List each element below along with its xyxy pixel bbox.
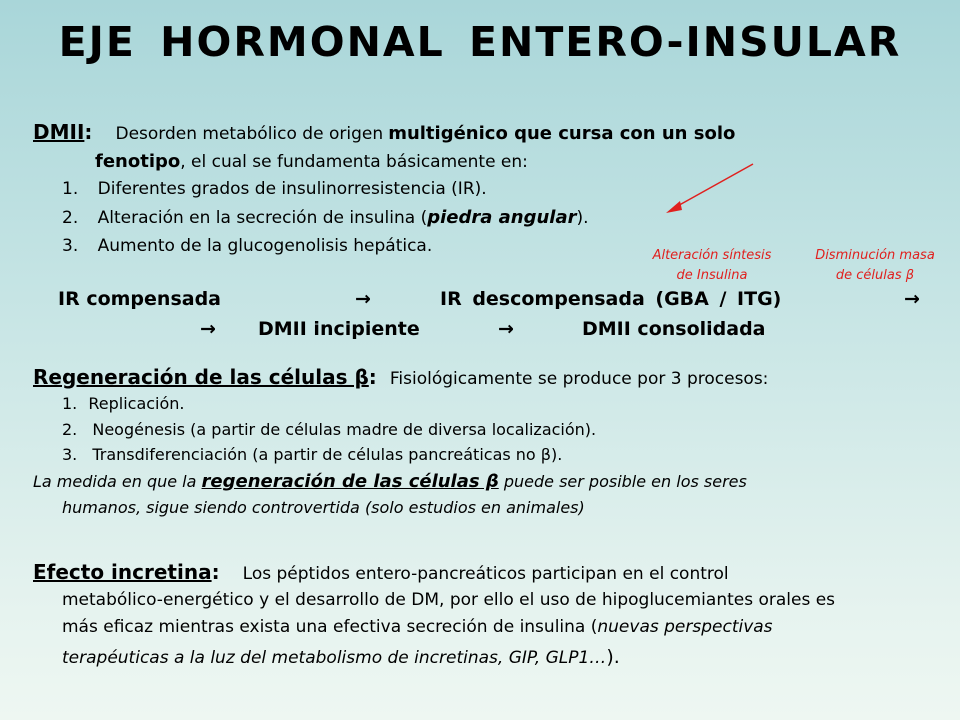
item-number: 2. — [62, 208, 79, 228]
incretin-heading: Efecto incretina — [33, 560, 212, 584]
item-number: 1. — [62, 394, 78, 413]
annotation-line: Disminución masa — [815, 248, 935, 263]
incretin-heading-line — [33, 560, 729, 584]
regeneration-item-1 — [62, 394, 185, 413]
note-bold: regeneración de las células β — [201, 471, 499, 492]
arrow-right-icon: → — [904, 288, 920, 310]
incretin-emphasis: terapéuticas a la luz del metabolismo de incretinas, GIP, GLP1… — [62, 648, 607, 668]
annotation-line: Alteración síntesis — [652, 248, 772, 263]
annotation-insulin-synthesis — [622, 246, 802, 286]
regeneration-item-2 — [62, 420, 596, 439]
regeneration-note-line-1 — [33, 471, 747, 492]
annotation-line: de células β — [835, 268, 915, 283]
incretin-emphasis: nuevas perspectivas — [597, 617, 773, 637]
item-number: 3. — [62, 236, 79, 256]
arrow-right-icon: → — [200, 318, 216, 340]
incretin-line-3 — [62, 617, 773, 637]
dmii-intro-text: Desorden metabólico de origen — [115, 124, 384, 144]
dmii-fenotipo: fenotipo — [95, 151, 181, 172]
dmii-label: DMII — [33, 120, 85, 144]
item-text: Alteración en la secreción de insulina ( — [97, 208, 428, 228]
item-tail: ). — [576, 208, 589, 228]
annotation-line: de Insulina — [676, 268, 748, 283]
dmii-intro-line-2 — [95, 151, 528, 172]
annotation-arrow-icon — [660, 160, 760, 220]
flow-ir-compensada: IR compensada — [58, 288, 221, 310]
regeneration-note-line-2: humanos, sigue siendo controvertida (solo estudios en animales) — [62, 498, 585, 517]
dmii-intro-bold: multigénico que cursa con un solo — [388, 123, 736, 144]
dmii-intro-text-2: , el cual se fundamenta básicamente en: — [180, 152, 528, 172]
note-text: La medida en que la — [33, 472, 197, 491]
incretin-line-1: Los péptidos entero-pancreáticos participan en el control — [242, 564, 729, 584]
dmii-intro-line — [33, 120, 735, 144]
incretin-line-2: metabólico-energético y el desarrollo de DM, por ello el uso de hipoglucemiantes orales es — [62, 590, 836, 610]
incretin-line-4 — [62, 646, 620, 668]
regeneration-intro: Fisiológicamente se produce por 3 procesos: — [389, 369, 769, 389]
regeneration-heading: Regeneración de las células β — [33, 365, 369, 389]
dmii-item-3 — [62, 236, 432, 256]
flow-dmii-consolidada: DMII consolidada — [582, 318, 766, 340]
dmii-item-2 — [62, 207, 589, 228]
item-text: Diferentes grados de insulinorresistencia (IR). — [97, 179, 487, 199]
incretin-tail: ). — [606, 646, 620, 668]
regeneration-item-3 — [62, 445, 562, 464]
item-number: 2. — [62, 420, 78, 439]
flow-dmii-incipiente: DMII incipiente — [258, 318, 420, 340]
page-title: EJE HORMONAL ENTERO-INSULAR — [58, 18, 902, 66]
incretin-colon: : — [211, 560, 220, 584]
item-text: Neogénesis (a partir de células madre de diversa localización). — [92, 420, 597, 439]
regeneration-heading-line — [33, 365, 768, 389]
arrow-right-icon: → — [498, 318, 514, 340]
item-text: Replicación. — [88, 394, 185, 413]
item-number: 3. — [62, 445, 78, 464]
item-text: Aumento de la glucogenolisis hepática. — [97, 236, 433, 256]
incretin-text: más eficaz mientras exista una efectiva secreción de insulina ( — [62, 617, 598, 637]
dmii-item-1 — [62, 179, 487, 199]
note-text: puede ser posible en los seres — [503, 472, 747, 491]
item-number: 1. — [62, 179, 79, 199]
flow-ir-descompensada: IR descompensada (GBA / ITG) — [440, 288, 782, 310]
arrow-right-icon: → — [355, 288, 371, 310]
regeneration-colon: : — [368, 365, 377, 389]
item-text: Transdiferenciación (a partir de células pancreáticas no β). — [92, 445, 563, 464]
dmii-colon: : — [84, 120, 93, 144]
item-emphasis: piedra angular — [427, 207, 577, 228]
annotation-beta-mass — [795, 246, 955, 286]
